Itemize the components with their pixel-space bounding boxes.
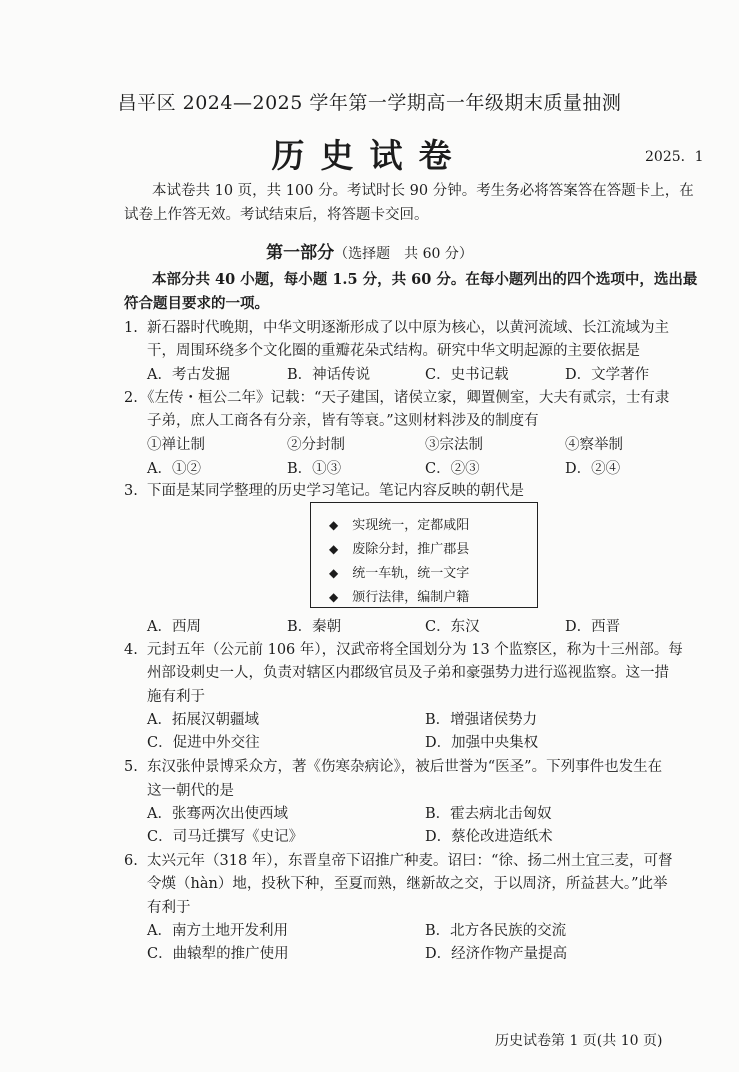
q2-item-2: ②分封制: [287, 437, 345, 453]
q5-option-d: D．蔡伦改进造纸术: [425, 829, 553, 845]
q4-line-3: 施有利于: [147, 689, 205, 705]
q2-option-b: B．①③: [287, 461, 342, 477]
q1-line-1: 新石器时代晚期，中华文明逐渐形成了以中原为核心，以黄河流域、长江流域为主: [147, 320, 669, 336]
q3-option-d: D．西晋: [565, 619, 621, 635]
q6-option-d: D．经济作物产量提高: [425, 946, 568, 962]
q3-option-c: C．东汉: [425, 619, 480, 635]
q6-line-1: 太兴元年（318 年），东晋皇帝下诏推广种麦。诏曰：“徐、扬二州土宜三麦，可督: [147, 853, 673, 869]
q5-number: 5.: [124, 759, 138, 775]
q3-note-3: ◆ 统一车轨，统一文字: [329, 566, 470, 581]
q2-option-d: D．②④: [565, 461, 621, 477]
q2-line-2: 子弟，庶人工商各有分亲，皆有等衰。”这则材料涉及的制度有: [147, 413, 539, 429]
q1-line-2: 干，周围环绕多个文化圈的重瓣花朵式结构。研究中华文明起源的主要依据是: [147, 343, 640, 359]
q6-number: 6.: [124, 853, 138, 869]
q2-item-3: ③宗法制: [425, 437, 483, 453]
q2-option-c: C．②③: [425, 461, 480, 477]
q3-number: 3.: [124, 483, 138, 499]
intro-line-2: 试卷上作答无效。考试结束后，将答题卡交回。: [124, 207, 429, 223]
q6-line-3: 有利于: [147, 900, 191, 916]
q3-line-1: 下面是某同学整理的历史学习笔记。笔记内容反映的朝代是: [147, 483, 524, 499]
section-subtitle: （选择题 共 60 分）: [334, 246, 473, 262]
q5-option-a: A．张骞两次出使西域: [147, 806, 288, 822]
q3-note-4: ◆ 颁行法律，编制户籍: [329, 590, 470, 605]
q4-line-1: 元封五年（公元前 106 年），汉武帝将全国划分为 13 个监察区，称为十三州部。每: [147, 642, 683, 658]
q1-option-c: C．史书记载: [425, 367, 509, 383]
q1-option-d: D．文学著作: [565, 367, 650, 383]
page-footer: 历史试卷第 1 页(共 10 页): [495, 1033, 663, 1049]
q2-item-1: ①禅让制: [147, 437, 205, 453]
q4-option-c: C．促进中外交往: [147, 735, 260, 751]
diamond-bullet-icon: ◆: [329, 590, 339, 604]
q4-option-a: A．拓展汉朝疆域: [147, 712, 259, 728]
q4-option-d: D．加强中央集权: [425, 735, 539, 751]
q2-item-4: ④察举制: [565, 437, 623, 453]
q5-line-1: 东汉张仲景博采众方，著《伤寒杂病论》，被后世誉为“医圣”。下列事件也发生在: [147, 759, 663, 775]
q1-option-b: B．神话传说: [287, 367, 371, 383]
q6-line-2: 令熯（hàn）地，投秋下种，至夏而熟，继新故之交，于以周济，所益甚大。”此举: [147, 876, 668, 892]
q3-note-box: [310, 502, 538, 608]
section-header: [0, 238, 739, 263]
q1-option-a: A．考古发掘: [147, 367, 230, 383]
diamond-bullet-icon: ◆: [329, 566, 339, 580]
diamond-bullet-icon: ◆: [329, 518, 339, 532]
section-instructions-line-1: 本部分共 40 小题，每小题 1.5 分，共 60 分。在每小题列出的四个选项中，选出最: [152, 271, 698, 288]
q5-option-c: C．司马迁撰写《史记》: [147, 829, 304, 845]
q6-option-c: C．曲辕犁的推广使用: [147, 946, 289, 962]
section-title: 第一部分: [266, 243, 335, 263]
subject-title: 历史试卷: [271, 136, 468, 175]
exam-title: 昌平区 2024—2025 学年第一学期高一年级期末质量抽测: [117, 92, 622, 114]
section-instructions-line-2: 符合题目要求的一项。: [124, 295, 269, 312]
q3-note-1: ◆ 实现统一，定都咸阳: [329, 518, 470, 533]
q6-option-a: A．南方土地开发利用: [147, 923, 288, 939]
diamond-bullet-icon: ◆: [329, 542, 339, 556]
intro-line-1: 本试卷共 10 页，共 100 分。考试时长 90 分钟。考生务必将答案答在答题卡上，在: [152, 183, 694, 199]
q4-option-b: B．增强诸侯势力: [425, 712, 538, 728]
q2-number: 2.: [124, 390, 138, 406]
q6-option-b: B．北方各民族的交流: [425, 923, 567, 939]
q1-number: 1.: [124, 320, 138, 336]
q5-line-2: 这一朝代的是: [147, 783, 234, 799]
q4-line-2: 州部设刺史一人，负责对辖区内郡级官员及子弟和豪强势力进行巡视监察。这一措: [147, 665, 669, 681]
q2-option-a: A．①②: [147, 461, 201, 477]
q4-number: 4.: [124, 642, 138, 658]
q3-option-a: A．西周: [147, 619, 201, 635]
q3-option-b: B．秦朝: [287, 619, 342, 635]
q3-note-2: ◆ 废除分封，推广郡县: [329, 542, 470, 557]
exam-date: 2025．1: [645, 149, 704, 165]
q5-option-b: B．霍去病北击匈奴: [425, 806, 552, 822]
q2-line-1: 《左传・桓公二年》记载：“天子建国，诸侯立家，卿置侧室，大夫有贰宗，士有隶: [140, 390, 670, 406]
